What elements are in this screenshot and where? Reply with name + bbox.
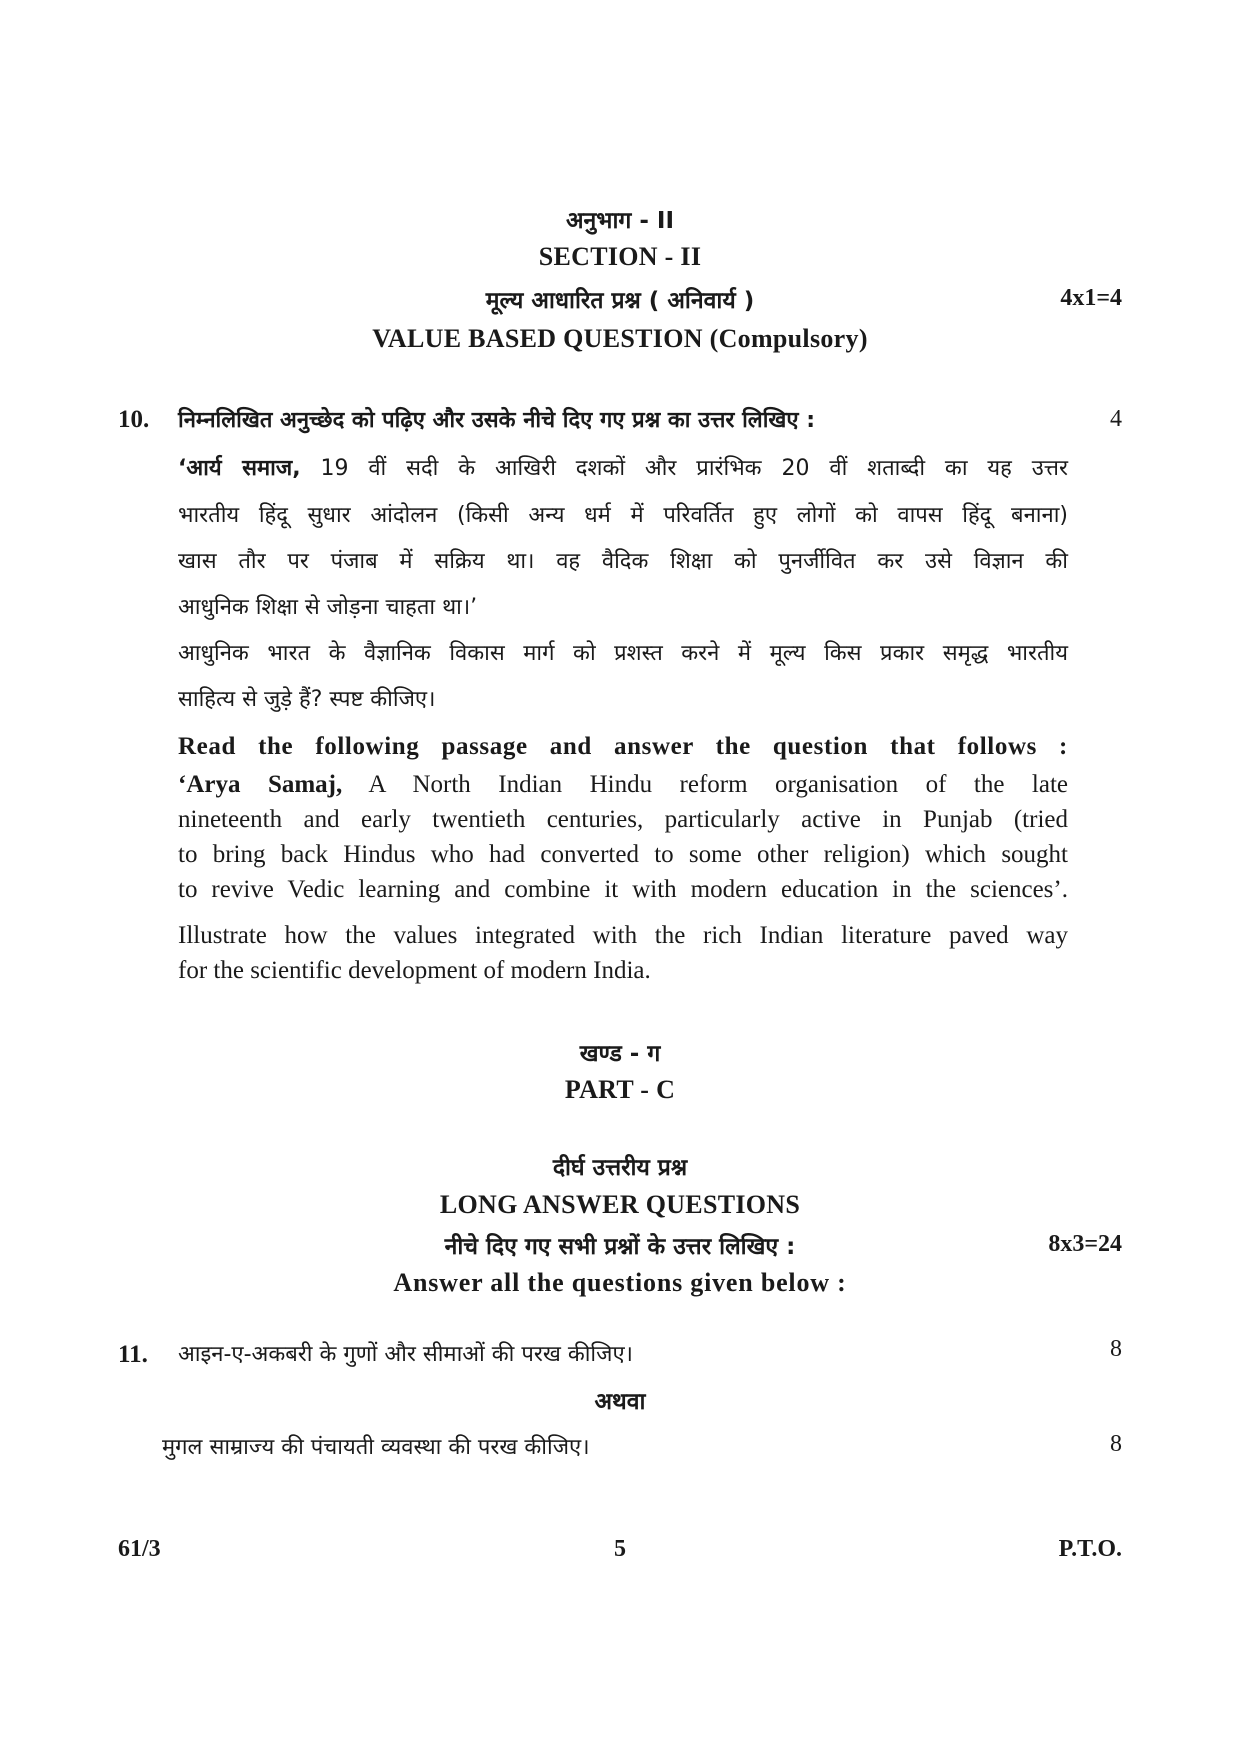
or-label: अथवा [594,1389,646,1415]
section-heading: SECTION - II [538,242,702,271]
part-instruction: Answer all the questions given below : [393,1268,847,1297]
part-hindi-subheading: दीर्घ उत्तरीय प्रश्न [552,1155,688,1181]
question-text: आइन-ए-अकबरी के गुणों और सीमाओं की परख कीजिए। [178,1342,633,1367]
part-heading: PART - C [564,1075,676,1104]
page-number: 5 [614,1536,626,1562]
hindi-passage-line: खास तौर पर पंजाब में सक्रिय था। वह वैदिक शिक्षा को पुनर्जीवित कर उसे विज्ञान की [178,549,1068,574]
question-line: for the scientific development of modern India. [178,957,651,984]
part-hindi-instruction: नीचे दिए गए सभी प्रश्नों के उत्तर लिखिए : [444,1234,796,1260]
part-hindi-heading: खण्ड - ग [579,1041,661,1067]
part-subheading: LONG ANSWER QUESTIONS [439,1190,801,1219]
passage-line: ‘Arya Samaj, A North Indian Hindu reform organisation of the late [178,771,1069,798]
please-turn-over: P.T.O. [1058,1536,1122,1562]
passage-line: to bring back Hindus who had converted to some other religion) which sought [178,841,1068,868]
question-hindi-instruction: निम्नलिखित अनुच्छेद को पढ़िए और उसके नीचे दिए गए प्रश्न का उत्तर लिखिए : [178,408,816,433]
section-subheading: VALUE BASED QUESTION (Compulsory) [372,324,868,353]
section-marks: 4x1=4 [1060,285,1122,311]
hindi-passage-bold: ‘आर्य समाज, [178,456,301,481]
question-marks: 8 [1110,1336,1122,1362]
passage-line: nineteenth and early twentieth centuries, particularly active in Punjab (tried [178,806,1068,833]
section-hindi-subheading: मूल्य आधारित प्रश्न ( अनिवार्य ) [485,288,755,314]
passage-bold: ‘Arya Samaj, [178,771,343,798]
hindi-passage-line: ‘आर्य समाज, 19 वीं सदी के आखिरी दशकों और प्रारंभिक 20 वीं शताब्दी का यह उत्तर [178,456,1068,481]
hindi-question-line: साहित्य से जुड़े हैं? स्पष्ट कीजिए। [178,687,436,712]
paper-code: 61/3 [118,1536,161,1562]
question-marks: 4 [1110,406,1122,432]
alternative-question-marks: 8 [1110,1431,1122,1457]
hindi-passage-line: आधुनिक शिक्षा से जोड़ना चाहता था।’ [178,595,478,620]
hindi-passage-line: भारतीय हिंदू सुधार आंदोलन (किसी अन्य धर्म में परिवर्तित हुए लोगों को वापस हिंदू बनाना) [178,503,1068,528]
alternative-question-text: मुगल साम्राज्य की पंचायती व्यवस्था की परख कीजिए। [162,1435,590,1460]
question-number: 10. [118,406,150,433]
hindi-question-line: आधुनिक भारत के वैज्ञानिक विकास मार्ग को प्रशस्त करने में मूल्य किस प्रकार समृद्ध भारतीय [178,641,1068,666]
question-instruction: Read the following passage and answer the question that follows : [178,733,1068,760]
passage-line: to revive Vedic learning and combine it with modern education in the sciences’. [178,876,1068,903]
question-number: 11. [118,1341,148,1368]
section-hindi-heading: अनुभाग - II [565,208,675,234]
part-marks: 8x3=24 [1048,1231,1122,1257]
question-line: Illustrate how the values integrated with the rich Indian literature paved way [178,922,1068,949]
